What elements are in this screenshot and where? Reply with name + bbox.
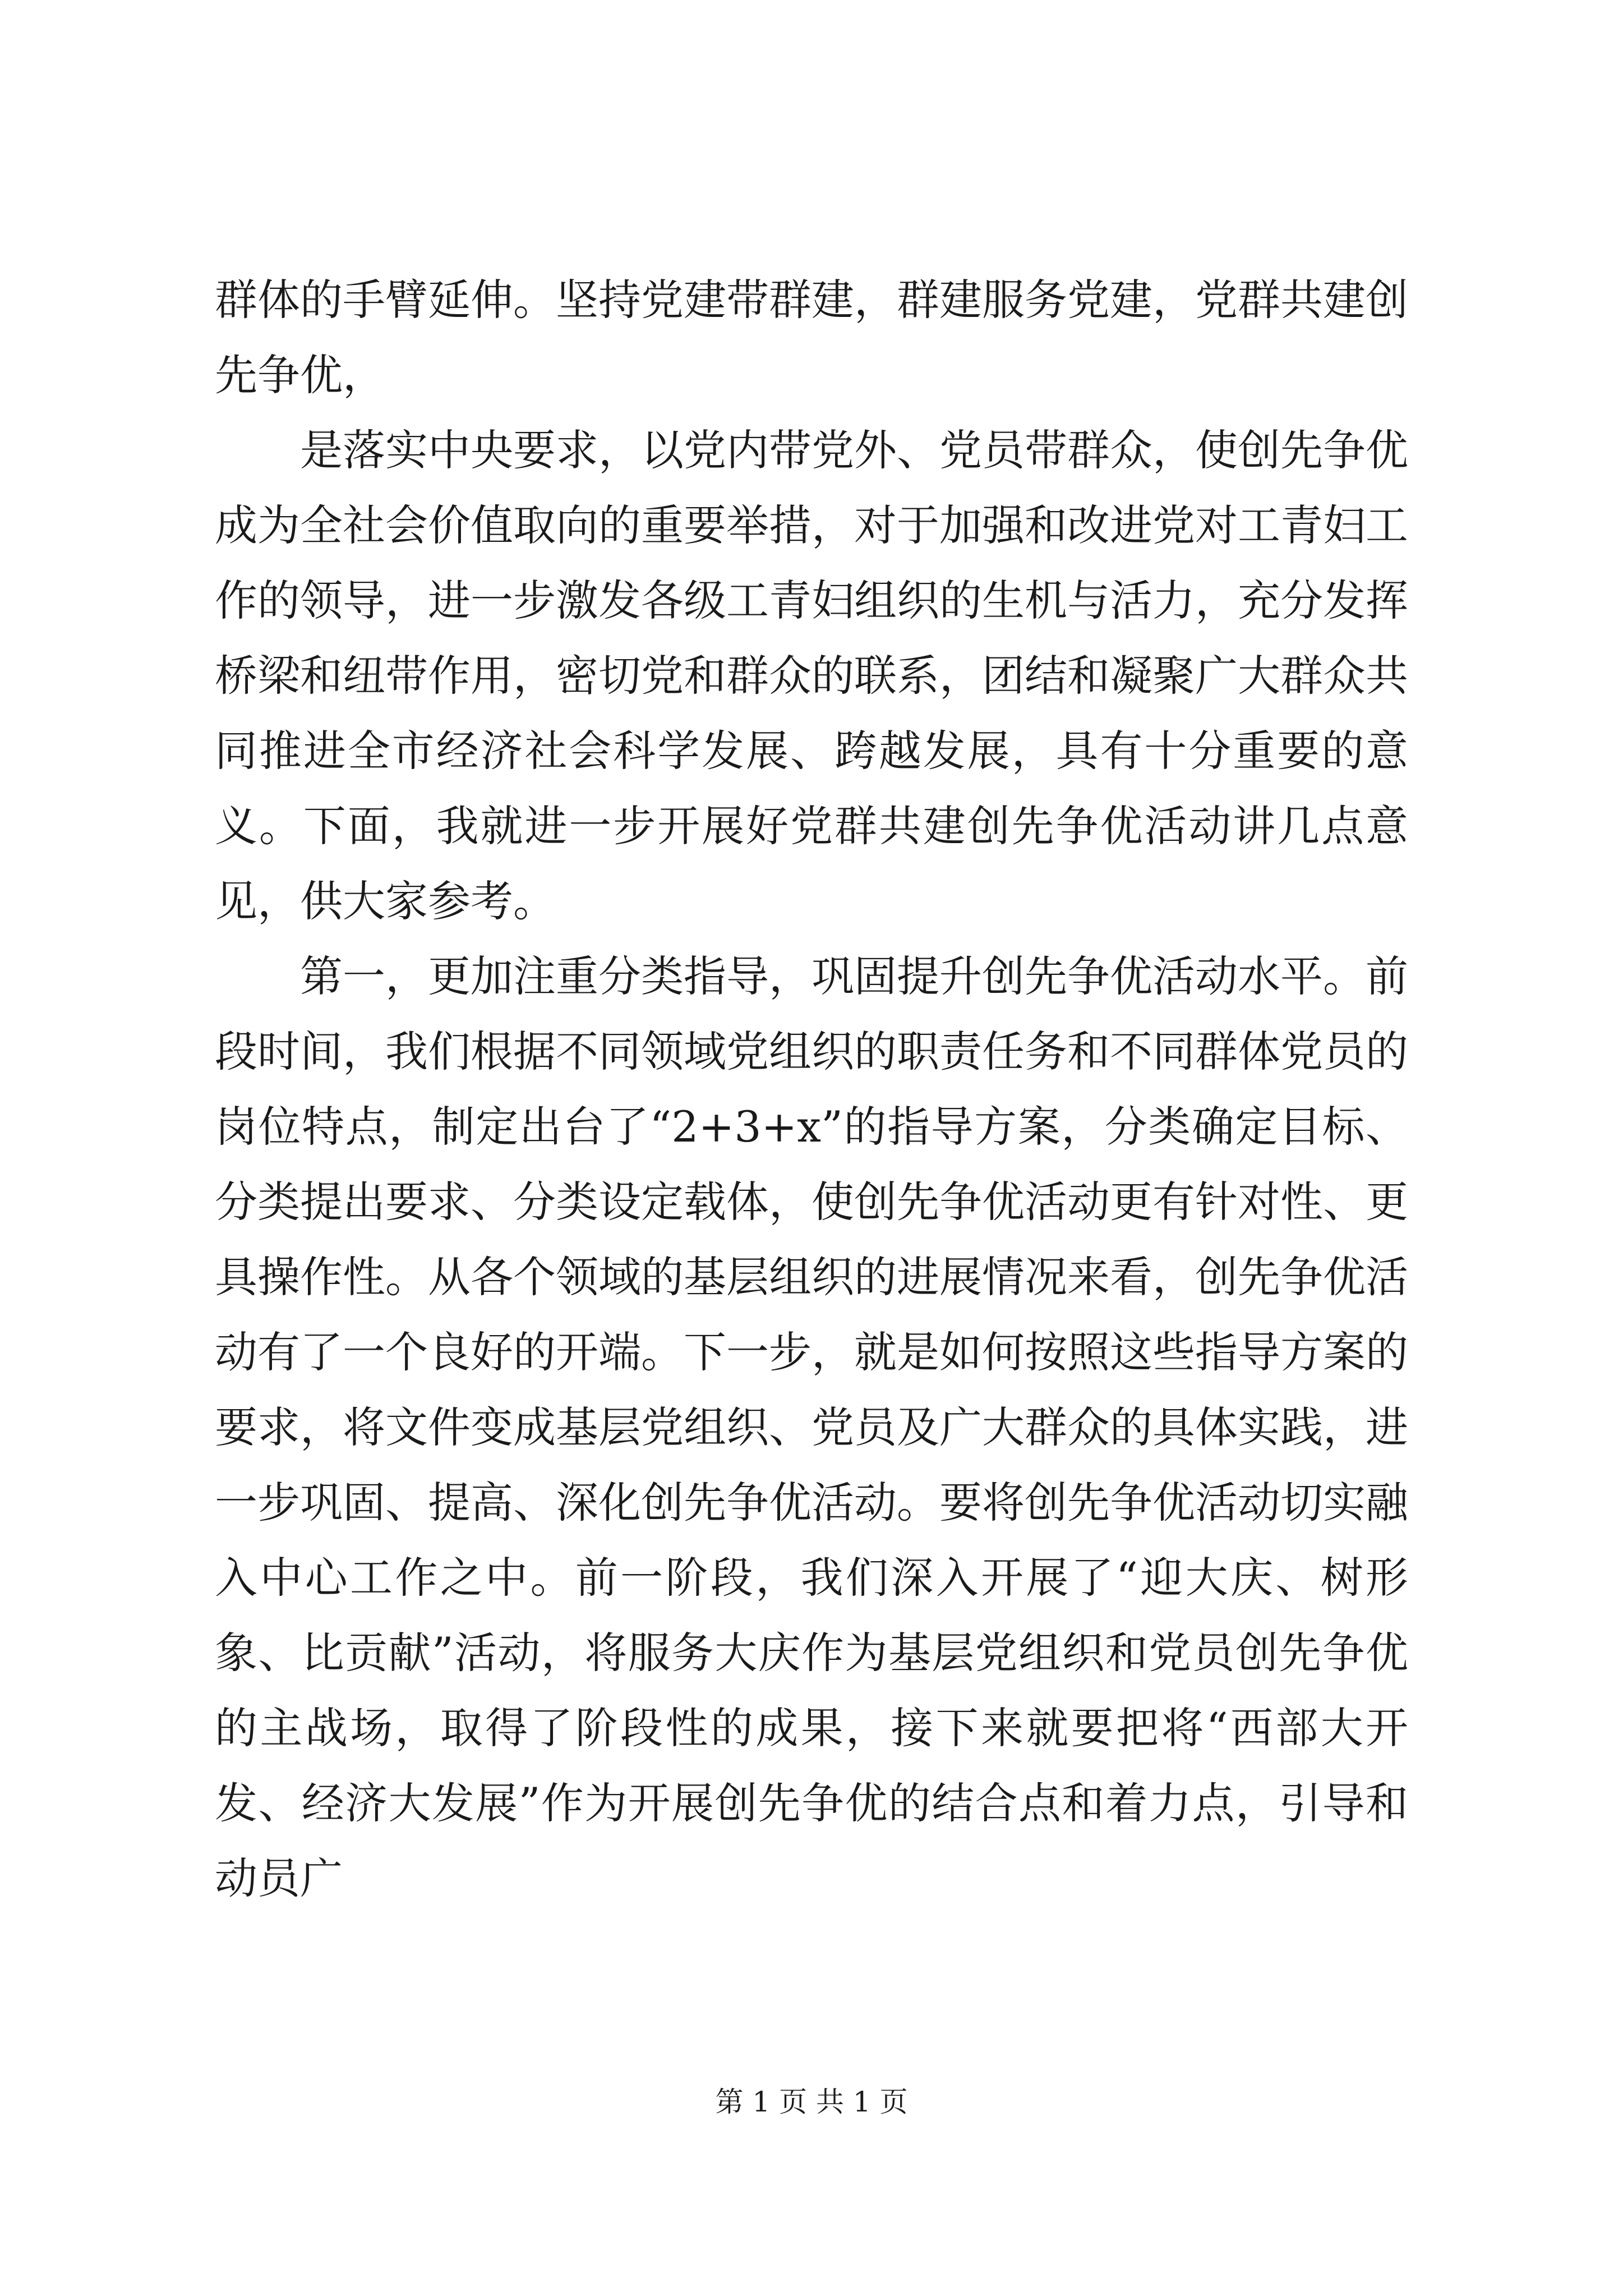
page-footer: 第 1 页 共 1 页 bbox=[715, 2086, 908, 2118]
paragraph-significance: 是落实中央要求，以党内带党外、党员带群众，使创先争优成为全社会价值取向的重要举措，对于加强和改进党对工青妇工作的领导，进一步激发各级工青妇组织的生机与活力，充分发挥桥梁和纽带作用，密切党和群众的联系，团结和凝聚广大群众共同推进全市经济社会科学发展、跨越发展，具有十分重要的意义。下面，我就进一步开展好党群共建创先争优活动讲几点意见，供大家参考。 bbox=[215, 425, 1408, 926]
paragraph-point-one: 第一，更加注重分类指导，巩固提升创先争优活动水平。前段时间，我们根据不同领域党组织的职责任务和不同群体党员的岗位特点，制定出台了“2+3+x”的指导方案，分类确定目标、分类提出要求、分类设定载体，使创先争优活动更有针对性、更具操作性。从各个领域的基层组织的进展情况来看，创先争优活动有了一个良好的开端。下一步，就是如何按照这些指导方案的要求，将文件变成基层党组织、党员及广大群众的具体实践，进一步巩固、提高、深化创先争优活动。要将创先争优活动切实融入中心工作之中。前一阶段，我们深入开展了“迎大庆、树形象、比贡献”活动，将服务大庆作为基层党组织和党员创先争优的主战场，取得了阶段性的成果，接下来就要把将“西部大开发、经济大发展”作为开展创先争优的结合点和着力点，引导和动员广 bbox=[215, 951, 1408, 1903]
paragraph-continuation: 群体的手臂延伸。坚持党建带群建，群建服务党建，党群共建创先争优， bbox=[215, 275, 1408, 400]
document-body bbox=[215, 263, 1408, 1916]
